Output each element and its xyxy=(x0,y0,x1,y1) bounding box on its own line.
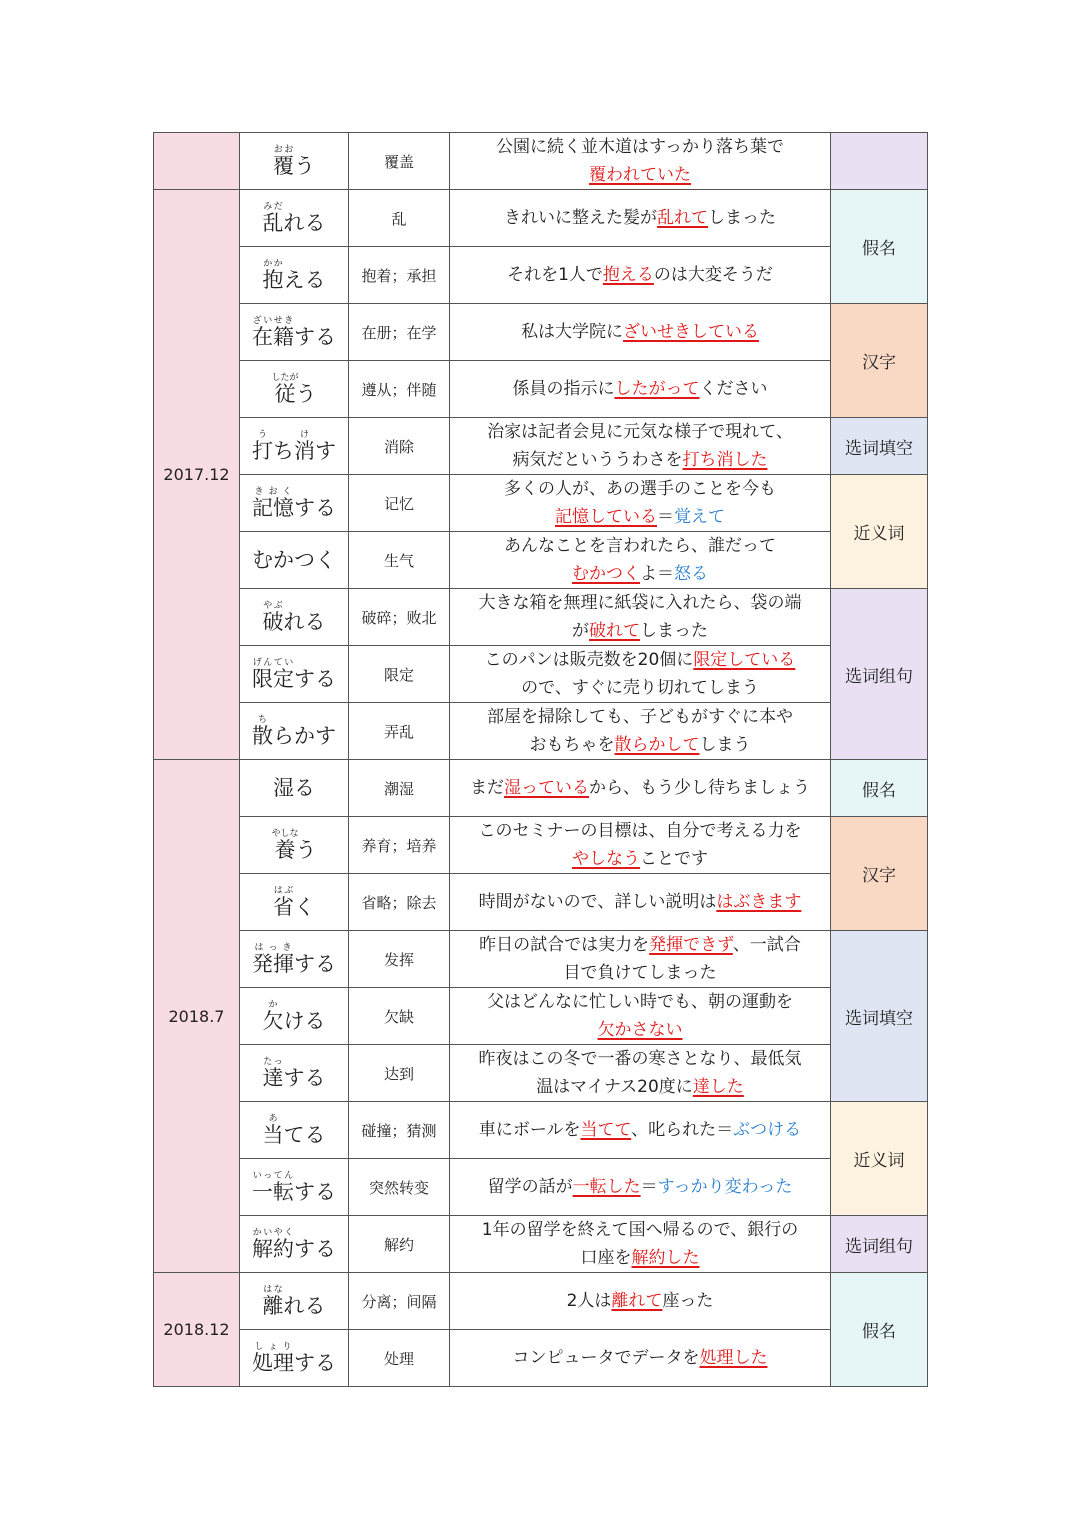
meaning-cell: 在册；在学 xyxy=(349,304,450,361)
furigana: やぶ xyxy=(262,601,284,611)
sentence-text: このセミナーの目標は、自分で考える力を xyxy=(478,821,802,841)
sentence-text: まだ xyxy=(470,778,504,798)
type-cell: 汉字 xyxy=(831,304,928,418)
table-row xyxy=(154,304,928,361)
meaning-cell: 突然转变 xyxy=(349,1159,450,1216)
type-cell: 假名 xyxy=(831,190,928,304)
sentence-text: 昨日の試合では実力を xyxy=(479,935,650,955)
sentence-text: 治家は記者会見に元気な様子で現れて、 xyxy=(487,422,793,442)
sentence-cell xyxy=(450,874,831,931)
synonym-highlight: 覚えて xyxy=(674,507,725,527)
word-kanji: 従したが xyxy=(271,373,299,406)
sentence-text: 公園に続く並木道はすっかり落ち葉で xyxy=(496,137,784,157)
word-cell xyxy=(240,988,349,1045)
table-row xyxy=(154,190,928,247)
word-okurigana: する xyxy=(294,667,336,691)
word-okurigana: 湿る xyxy=(273,775,315,800)
sentence-text: が xyxy=(572,621,589,641)
table-row xyxy=(154,817,928,874)
sentence-text: 私は大学院に xyxy=(521,322,623,342)
furigana: いってん xyxy=(252,1171,294,1181)
word-okurigana: れる xyxy=(283,1294,326,1318)
table-row xyxy=(154,418,928,475)
word-kanji: 欠か xyxy=(262,1000,284,1033)
synonym-highlight: 怒る xyxy=(674,564,708,584)
table-row xyxy=(154,1102,928,1159)
vocab-table xyxy=(153,132,928,1387)
furigana: はな xyxy=(262,1285,284,1295)
meaning-cell: 覆盖 xyxy=(349,133,450,190)
answer-highlight: 限定している xyxy=(693,650,796,670)
word-cell xyxy=(240,1330,349,1387)
synonym-highlight: すっかり変わった xyxy=(657,1177,793,1197)
word-cell xyxy=(240,874,349,931)
furigana: かか xyxy=(262,259,284,269)
word-kanji: 覆おお xyxy=(273,145,294,178)
sentence-cell xyxy=(450,1216,831,1273)
date-cell xyxy=(154,133,240,190)
table-row xyxy=(154,532,928,589)
word-cell xyxy=(240,646,349,703)
answer-highlight: むかつく xyxy=(572,564,640,584)
sentence-text: しまった xyxy=(708,208,776,228)
type-cell: 选词组句 xyxy=(831,1216,928,1273)
word-cell xyxy=(240,304,349,361)
word-okurigana: てる xyxy=(283,1123,326,1147)
word-cell xyxy=(240,190,349,247)
sentence-cell xyxy=(450,817,831,874)
sentence-cell xyxy=(450,1045,831,1102)
sentence-text: 目で負けてしまった xyxy=(563,963,717,983)
answer-highlight: 一転した xyxy=(572,1177,641,1197)
sentence-text: 時間がないので、詳しい説明は xyxy=(478,892,717,912)
sentence-text: コンピュータでデータを xyxy=(512,1348,700,1368)
sentence-cell xyxy=(450,133,831,190)
meaning-cell: 处理 xyxy=(349,1330,450,1387)
answer-highlight: 欠かさない xyxy=(597,1020,683,1040)
type-cell: 选词组句 xyxy=(831,589,928,760)
table-row xyxy=(154,1159,928,1216)
date-cell: 2017.12 xyxy=(154,190,240,760)
meaning-cell: 省略；除去 xyxy=(349,874,450,931)
word-okurigana: れる xyxy=(283,610,326,634)
answer-highlight: はぶきます xyxy=(716,892,802,912)
furigana: したが xyxy=(271,373,299,383)
word-okurigana: むかつく xyxy=(252,547,336,572)
meaning-cell: 达到 xyxy=(349,1045,450,1102)
sentence-text: 多くの人が、あの選手のことを今も xyxy=(504,479,776,499)
meaning-cell: 乱 xyxy=(349,190,450,247)
sentence-text: ＝ xyxy=(640,1177,658,1197)
word-cell xyxy=(240,1216,349,1273)
furigana: みだ xyxy=(262,202,284,212)
sentence-text: 大きな箱を無理に紙袋に入れたら、袋の端 xyxy=(478,593,802,613)
sentence-cell xyxy=(450,988,831,1045)
meaning-cell: 记忆 xyxy=(349,475,450,532)
synonym-highlight: ぶつける xyxy=(733,1120,802,1140)
table-row xyxy=(154,988,928,1045)
table-row xyxy=(154,760,928,817)
meaning-cell: 遵从；伴随 xyxy=(349,361,450,418)
table-row xyxy=(154,133,928,190)
furigana: きおく xyxy=(252,487,294,497)
word-cell xyxy=(240,247,349,304)
word-cell xyxy=(240,361,349,418)
sentence-text: それを1人で xyxy=(507,265,603,285)
word-okurigana: える xyxy=(283,268,326,292)
word-kanji: 離はな xyxy=(262,1285,284,1318)
table-row xyxy=(154,1330,928,1387)
type-cell: 选词填空 xyxy=(831,418,928,475)
sentence-text: ので、すぐに売り切れてしまう xyxy=(521,678,759,698)
furigana: ち xyxy=(252,715,273,725)
answer-highlight: 処理した xyxy=(699,1348,768,1368)
word-okurigana: う xyxy=(295,382,317,406)
meaning-cell: 抱着；承担 xyxy=(349,247,450,304)
word-cell xyxy=(240,589,349,646)
word-kanji: 乱みだ xyxy=(262,202,284,235)
sentence-cell xyxy=(450,532,831,589)
answer-highlight: やしなう xyxy=(572,849,640,869)
answer-highlight: したがって xyxy=(614,379,700,399)
answer-highlight: 当てて xyxy=(580,1120,632,1140)
meaning-cell: 碰撞；猜测 xyxy=(349,1102,450,1159)
word-kanji: 打ち消う け xyxy=(252,430,315,463)
sentence-text: ください xyxy=(699,379,768,399)
word-kanji: 在籍ざいせき xyxy=(252,316,294,349)
word-cell xyxy=(240,1273,349,1330)
sentence-text: ことです xyxy=(640,849,708,869)
type-cell: 汉字 xyxy=(831,817,928,931)
answer-highlight: 離れて xyxy=(611,1291,663,1311)
meaning-cell: 发挥 xyxy=(349,931,450,988)
word-cell xyxy=(240,532,349,589)
furigana: はぶ xyxy=(273,886,294,896)
word-okurigana: す xyxy=(315,439,336,463)
furigana: か xyxy=(262,1000,284,1010)
furigana: あ xyxy=(262,1114,284,1124)
type-cell: 假名 xyxy=(831,1273,928,1387)
table-row xyxy=(154,1216,928,1273)
furigana: しょり xyxy=(252,1342,294,1352)
furigana: ざいせき xyxy=(252,316,294,326)
meaning-cell: 弄乱 xyxy=(349,703,450,760)
word-cell xyxy=(240,1045,349,1102)
table-row xyxy=(154,589,928,646)
type-cell: 假名 xyxy=(831,760,928,817)
meaning-cell: 限定 xyxy=(349,646,450,703)
sentence-cell xyxy=(450,1159,831,1216)
sentence-cell xyxy=(450,247,831,304)
word-cell xyxy=(240,1102,349,1159)
word-kanji: 記憶きおく xyxy=(252,487,294,520)
answer-highlight: 打ち消した xyxy=(682,450,768,470)
sentence-cell xyxy=(450,190,831,247)
meaning-cell: 分离；间隔 xyxy=(349,1273,450,1330)
word-cell xyxy=(240,703,349,760)
furigana: げんてい xyxy=(252,658,294,668)
answer-highlight: 乱れて xyxy=(657,208,708,228)
word-kanji: 解約かいやく xyxy=(252,1228,294,1261)
word-cell xyxy=(240,931,349,988)
word-okurigana: れる xyxy=(283,211,326,235)
sentence-text: ＝ xyxy=(657,507,674,527)
date-cell: 2018.7 xyxy=(154,760,240,1273)
meaning-cell: 潮湿 xyxy=(349,760,450,817)
word-okurigana: する xyxy=(294,1180,336,1204)
sentence-text: のは大変そうだ xyxy=(653,265,773,285)
sentence-text: きれいに整えた髪が xyxy=(504,208,657,228)
furigana: おお xyxy=(273,145,294,155)
word-cell xyxy=(240,475,349,532)
word-kanji: 破やぶ xyxy=(262,601,284,634)
word-okurigana: する xyxy=(294,952,336,976)
furigana: やしな xyxy=(271,829,299,839)
answer-highlight: 解約した xyxy=(631,1248,700,1268)
furigana: たっ xyxy=(262,1057,284,1067)
sentence-cell xyxy=(450,1102,831,1159)
furigana: かいやく xyxy=(252,1228,294,1238)
answer-highlight: 湿っている xyxy=(504,778,589,798)
word-kanji: 限定げんてい xyxy=(252,658,294,691)
meaning-cell: 解约 xyxy=(349,1216,450,1273)
word-kanji: 省はぶ xyxy=(273,886,294,919)
word-kanji: 一転いってん xyxy=(252,1171,294,1204)
answer-highlight: 記憶している xyxy=(555,507,657,527)
word-cell xyxy=(240,133,349,190)
word-okurigana: する xyxy=(294,1351,336,1375)
sentence-text: 口座を xyxy=(580,1248,632,1268)
sentence-text: このパンは販売数を20個に xyxy=(484,650,694,670)
word-okurigana: する xyxy=(294,496,336,520)
table-row xyxy=(154,247,928,304)
word-kanji: 抱かか xyxy=(262,259,284,292)
sentence-text: 温はマイナス20度に xyxy=(536,1077,693,1097)
sentence-text: から、もう少し待ちましょう xyxy=(589,778,810,798)
meaning-cell: 消除 xyxy=(349,418,450,475)
word-cell xyxy=(240,418,349,475)
sentence-text: 係員の指示に xyxy=(512,379,615,399)
meaning-cell: 生气 xyxy=(349,532,450,589)
sentence-cell xyxy=(450,931,831,988)
table-row xyxy=(154,703,928,760)
sentence-cell xyxy=(450,475,831,532)
sentence-text: 、叱られた＝ xyxy=(631,1120,734,1140)
word-okurigana: する xyxy=(283,1066,326,1090)
answer-highlight: 破れて xyxy=(589,621,640,641)
sentence-text: 留学の話が xyxy=(487,1177,573,1197)
type-cell xyxy=(831,133,928,190)
meaning-cell: 欠缺 xyxy=(349,988,450,1045)
sentence-text: おもちゃを xyxy=(529,735,615,755)
table-row xyxy=(154,1045,928,1102)
type-cell: 近义词 xyxy=(831,1102,928,1216)
word-okurigana: う xyxy=(295,838,317,862)
word-kanji: 発揮はっき xyxy=(252,943,294,976)
sentence-text: 2人は xyxy=(566,1291,612,1311)
word-kanji: 処理しょり xyxy=(252,1342,294,1375)
sentence-text: 座った xyxy=(662,1291,714,1311)
meaning-cell: 破碎；败北 xyxy=(349,589,450,646)
answer-highlight: 抱える xyxy=(602,265,654,285)
sentence-cell xyxy=(450,418,831,475)
sentence-text: 部屋を掃除しても、子どもがすぐに本や xyxy=(487,707,793,727)
answer-highlight: 達した xyxy=(692,1077,744,1097)
word-okurigana: する xyxy=(294,325,336,349)
type-cell: 选词填空 xyxy=(831,931,928,1102)
sentence-text: 病気だといううわさを xyxy=(512,450,683,470)
sentence-text: よ＝ xyxy=(640,564,674,584)
sentence-text: 父はどんなに忙しい時でも、朝の運動を xyxy=(487,992,793,1012)
word-cell xyxy=(240,1159,349,1216)
answer-highlight: 散らかして xyxy=(614,735,700,755)
sentence-text: 、一試合 xyxy=(732,935,801,955)
sentence-text: しまった xyxy=(640,621,708,641)
sentence-cell xyxy=(450,361,831,418)
word-cell xyxy=(240,760,349,817)
sentence-text: しまう xyxy=(699,735,751,755)
word-kanji: 達たっ xyxy=(262,1057,284,1090)
sentence-text: 1年の留学を終えて国へ帰るので、銀行の xyxy=(481,1220,799,1240)
answer-highlight: 発揮できず xyxy=(649,935,733,955)
answer-highlight: 覆われていた xyxy=(589,165,691,185)
word-okurigana: う xyxy=(294,154,315,178)
meaning-cell: 养育；培养 xyxy=(349,817,450,874)
date-cell: 2018.12 xyxy=(154,1273,240,1387)
answer-highlight: ざいせきしている xyxy=(623,322,759,342)
sentence-cell xyxy=(450,1330,831,1387)
table-row xyxy=(154,1273,928,1330)
table-row xyxy=(154,475,928,532)
sentence-text: 昨夜はこの冬で一番の寒さとなり、最低気 xyxy=(478,1049,802,1069)
furigana: う け xyxy=(252,430,315,440)
table-row xyxy=(154,361,928,418)
sentence-text: あんなことを言われたら、誰だって xyxy=(504,536,776,556)
word-kanji: 散ち xyxy=(252,715,273,748)
word-cell xyxy=(240,817,349,874)
word-kanji: 当あ xyxy=(262,1114,284,1147)
word-okurigana: らかす xyxy=(273,724,336,748)
sentence-cell xyxy=(450,589,831,646)
type-cell: 近义词 xyxy=(831,475,928,589)
table-row xyxy=(154,931,928,988)
table-row xyxy=(154,646,928,703)
sentence-cell xyxy=(450,703,831,760)
sentence-cell xyxy=(450,304,831,361)
word-okurigana: ける xyxy=(283,1009,326,1033)
sentence-cell xyxy=(450,646,831,703)
sentence-cell xyxy=(450,1273,831,1330)
word-kanji: 養やしな xyxy=(271,829,299,862)
word-okurigana: する xyxy=(294,1237,336,1261)
sentence-text: 車にボールを xyxy=(478,1120,581,1140)
word-okurigana: く xyxy=(294,895,315,919)
table-row xyxy=(154,874,928,931)
furigana: はっき xyxy=(252,943,294,953)
sentence-cell xyxy=(450,760,831,817)
